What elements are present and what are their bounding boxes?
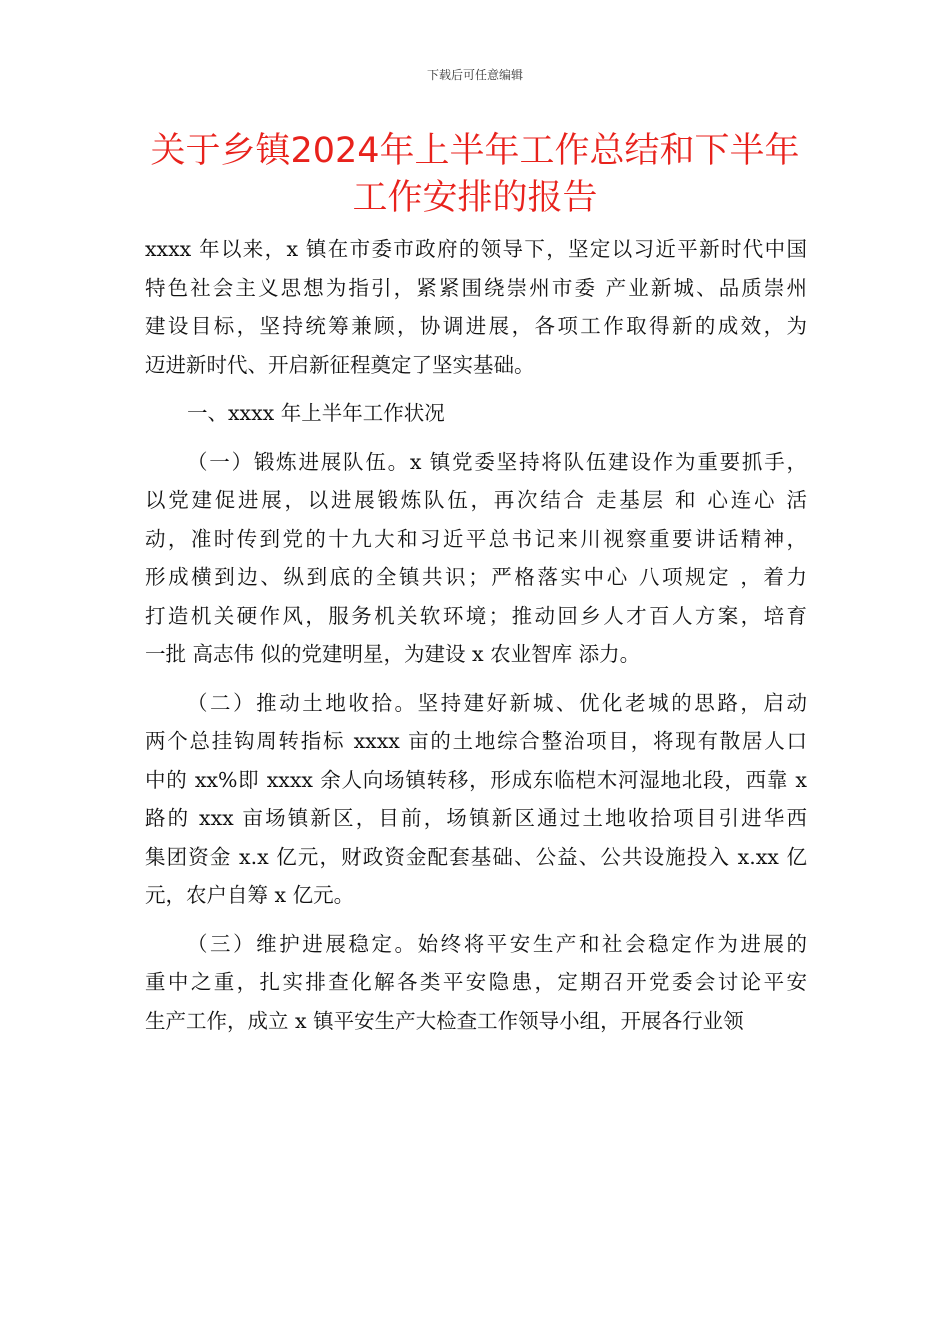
paragraph-line: xxxx 年以来，x 镇在市委市政府的领导下，坚定以习近平新时代中国 [145,237,807,261]
paragraph-line: 建设目标，坚持统筹兼顾，协调进展，各项工作取得新的成效，为 [145,314,807,338]
paragraph [145,394,807,433]
title-line-1: 关于乡镇2024年上半年工作总结和下半年 [150,131,800,171]
paragraph-line: 重中之重，扎实排查化解各类平安隐患，定期召开党委会讨论平安 [145,970,807,994]
paragraph [145,230,807,384]
paragraph-line: 路的 xxx 亩场镇新区，目前，场镇新区通过土地收拾项目引进华西 [145,806,807,830]
paragraph-line: （三）维护进展稳定。始终将平安生产和社会稳定作为进展的 [187,931,807,956]
paragraph-line: （二）推动土地收拾。坚持建好新城、优化老城的思路，启动 [187,690,807,715]
paragraph-line: 动，准时传到党的十九大和习近平总书记来川视察重要讲话精神， [145,526,807,551]
paragraph-line: 迈进新时代、开启新征程奠定了坚实基础。 [145,352,535,377]
paragraph-line: 一、xxxx 年上半年工作状况 [187,401,445,425]
paragraph-line: 以党建促进展，以进展锻炼队伍，再次结合 走基层 和 心连心 活 [145,488,807,512]
paragraph [145,925,807,1041]
paragraph-line: 生产工作，成立 x 镇平安生产大检查工作领导小组，开展各行业领 [145,1008,744,1033]
paragraph [145,684,807,915]
document-title [120,128,830,222]
document-body [145,230,807,1040]
paragraph-line: 特色社会主义思想为指引，紧紧围绕崇州市委 产业新城、品质崇州 [145,275,807,300]
paragraph-line: 集团资金 x.x 亿元，财政资金配套基础、公益、公共设施投入 x.xx 亿 [145,844,807,869]
title-line-2: 工作安排的报告 [352,178,598,218]
header-note: 下载后可任意编辑 [426,68,523,82]
paragraph-line: 两个总挂钩周转指标 xxxx 亩的土地综合整治项目，将现有散居人口 [145,729,807,753]
paragraph-line: 打造机关硬作风，服务机关软环境；推动回乡人才百人方案，培育 [145,603,807,628]
paragraph-line: （一）锻炼进展队伍。x 镇党委坚持将队伍建设作为重要抓手， [187,449,807,474]
paragraph-line: 中的 xx%即 xxxx 余人向场镇转移，形成东临桤木河湿地北段，西靠 x [145,767,807,792]
paragraph-line: 元，农户自筹 x 亿元。 [145,883,355,907]
paragraph-line: 一批 高志伟 似的党建明星，为建设 x 农业智库 添力。 [145,642,641,666]
paragraph [145,443,807,674]
paragraph-line: 形成横到边、纵到底的全镇共识；严格落实中心 八项规定 ，着力 [145,565,807,589]
